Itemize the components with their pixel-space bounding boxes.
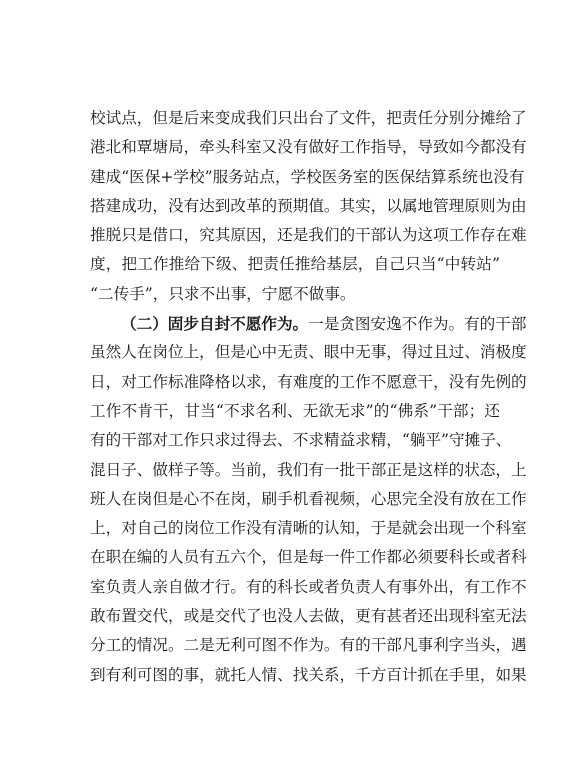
text-line: 上，对自己的岗位工作没有清晰的认知，于是就会出现一个科室 — [90, 519, 527, 538]
text-line — [90, 309, 527, 338]
text-line: 有的干部对工作只求过得去、不求精益求精，“躺平”守摊子、 — [90, 431, 512, 450]
section-heading: （二）固步自封不愿作为。 — [121, 314, 309, 334]
text-line: 在职在编的人员有五六个，但是每一件工作都必须要科长或者科 — [90, 548, 527, 567]
text-line: 搭建成功，没有达到改革的预期值。其实，以属地管理原则为由 — [90, 196, 527, 215]
text-line: 到有利可图的事，就托人情、找关系，千方百计抓在手里，如果 — [90, 665, 527, 684]
paragraph-2 — [90, 309, 527, 690]
paragraph-1 — [90, 104, 527, 309]
text-line: 分工的情况。二是无利可图不作为。有的干部凡事利字当头，遇 — [90, 636, 527, 655]
text-line: 工作不肯干，甘当“不求名利、无欲无求”的“佛系”干部；还 — [90, 401, 500, 420]
text-line: 虽然人在岗位上，但是心中无责、眼中无事，得过且过、消极度 — [90, 343, 527, 362]
text-line: 日，对工作标准降格以求，有难度的工作不愿意干，没有先例的 — [90, 372, 527, 391]
body-text — [90, 104, 527, 690]
text-line: 港北和覃塘局，牵头科室又没有做好工作指导，导致如今都没有 — [90, 138, 527, 157]
text-line: 混日子、做样子等。当前，我们有一批干部正是这样的状态，上 — [90, 460, 527, 479]
text-line: 班人在岗但是心不在岗，刷手机看视频，心思完全没有放在工作 — [90, 489, 527, 508]
text-line: 校试点，但是后来变成我们只出台了文件，把责任分别分摊给了 — [90, 109, 527, 127]
text-line: 敢布置交代，或是交代了也没人去做，更有甚者还出现科室无法 — [90, 607, 527, 626]
text-line: 度，把工作推给下级、把责任推给基层，自己只当“中转站” — [90, 255, 500, 274]
heading-continuation: 一是贪图安逸不作为。有的干部 — [308, 315, 527, 334]
text-line: “二传手”，只求不出事，宁愿不做事。 — [90, 284, 356, 303]
text-line: 建成“医保+学校”服务站点，学校医务室的医保结算系统也没有 — [90, 167, 525, 186]
text-line: 室负责人亲自做才行。有的科长或者负责人有事外出，有工作不 — [90, 577, 527, 596]
text-line: 推脱只是借口，究其原因，还是我们的干部认为这项工作存在难 — [90, 226, 527, 245]
